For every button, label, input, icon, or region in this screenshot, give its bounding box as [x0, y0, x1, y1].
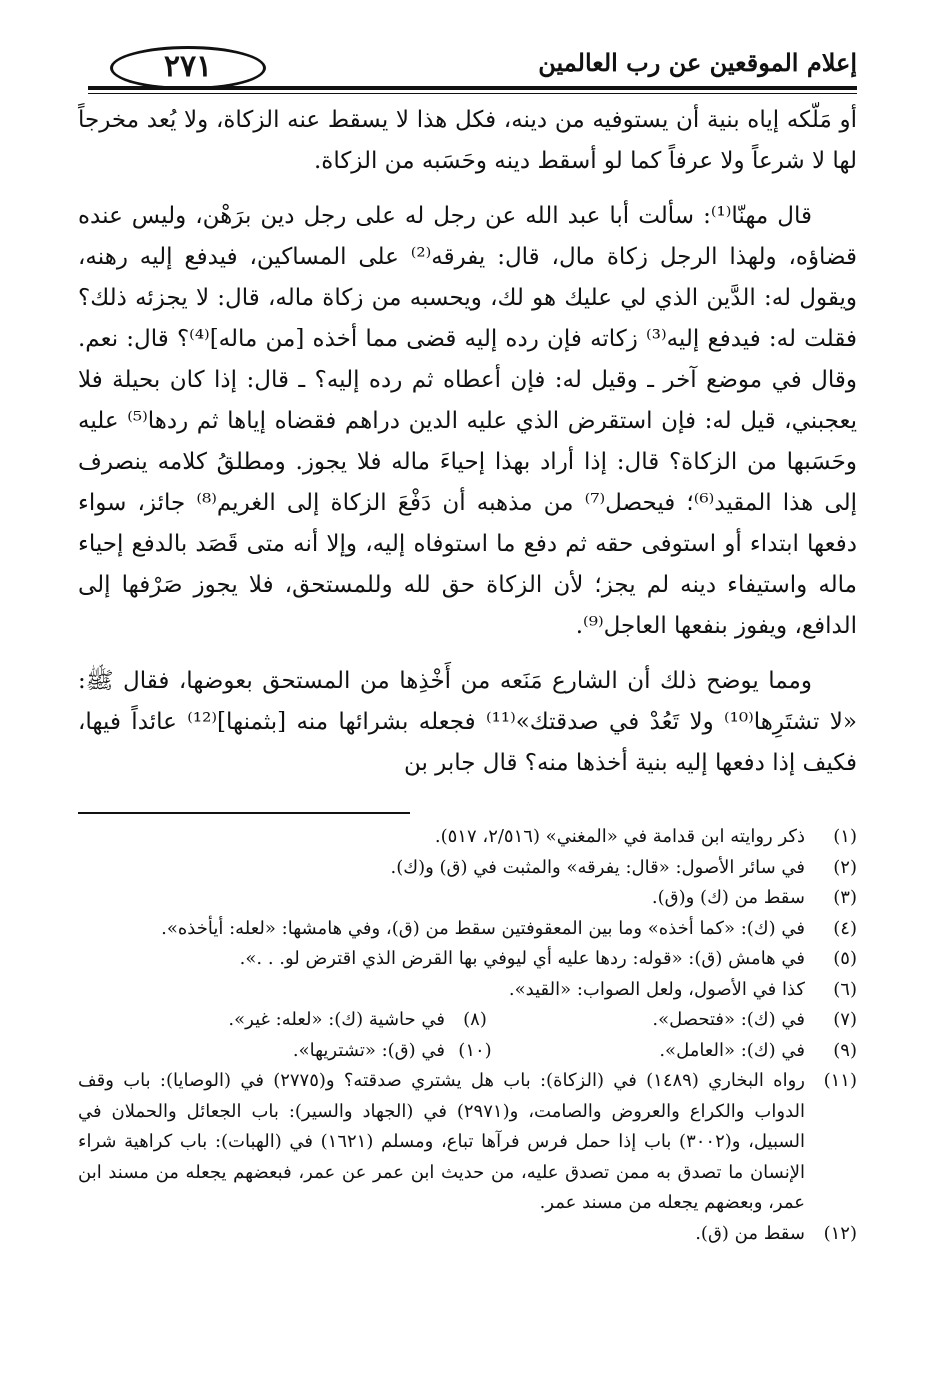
footnote-4: [78, 914, 857, 945]
footnote-number: (١٠): [458, 1039, 492, 1061]
footnote-2: [78, 853, 857, 884]
footnote-text: في حاشية (ك): «لعله: غير».: [228, 1009, 445, 1030]
paragraph-1: أو مَلّكه إياه بنية أن يستوفيه من دينه، فكل هذا لا يسقط عنه الزكاة، ولا يُعد مخرجاً لها لا شرعاً ولا عرفاً كما لو أسقط دينه وحَسَبه من الزكاة.: [78, 107, 857, 174]
footnote-number: (١): [833, 826, 857, 847]
footnote-text: رواه البخاري (١٤٨٩) في (الزكاة): باب هل يشتري صدقته؟ و(٢٧٧٥) في (الوصايا): باب وقف الدواب والكراع والعروض والصامت، و(٢٩٧١) في (الجهاد والسير): باب الجعائل والحملان في السبيل، و(٣٠٠٢) باب إذا حمل فرس فرآها تباع، ومسلم (١٦٢١) في (الهبات): باب كراهية شراء الإنسان ما تصدق به ممن تصدق عليه، من حديث ابن عمر عن عمر، فبعضهم يجعله من مسند ابن عمر، وبعضهم يجعله من مسند عمر.: [78, 1070, 806, 1213]
footnote-text: كذا في الأصول، ولعل الصواب: «القيد».: [508, 978, 805, 1000]
footnote-number: (٤): [833, 917, 857, 939]
footnote-6: [78, 975, 857, 1006]
footnote-number: (١١): [823, 1070, 857, 1091]
footnote-number: (٦): [833, 978, 857, 1000]
footnote-number: (٨): [463, 1009, 487, 1030]
footnote-text: في سائر الأصول: «قال: يفرقه» والمثبت في (ق) و(ك).: [390, 856, 805, 878]
footnote-separator: [78, 812, 410, 814]
footnote-number: (١٢): [823, 1222, 857, 1244]
header-rule-thin: [88, 93, 857, 94]
footnote-12: [78, 1219, 857, 1250]
footnote-number: (٩): [833, 1039, 857, 1061]
footnote-text: في (ك): «العامل».: [659, 1039, 805, 1061]
footnote-7-8: [78, 1005, 857, 1036]
footnote-9-10: [78, 1036, 857, 1067]
page-header: [88, 46, 857, 94]
footnote-5: [78, 944, 857, 975]
footnote-text: في (ك): «فتحصل».: [652, 1009, 805, 1030]
footnote-text: سقط من (ك) و(ق).: [651, 887, 805, 908]
footnote-3: [78, 883, 857, 914]
header-rule: [88, 86, 857, 90]
footnote-1: [78, 822, 857, 853]
footnote-number: (٣): [833, 887, 857, 908]
paragraph-3: ومما يوضح ذلك أن الشارع مَنَعه من أَخْذِها من المستحق بعوضها، فقال ﷺ: «لا تشتَرِها⁽¹⁰⁾ ولا تَعُدْ في صدقتك»⁽¹¹⁾ فجعله بشرائها منه [بثمنها]⁽¹²⁾ عائداً فيها، فكيف إذا دفعها إليه بنية أخذها منه؟ قال جابر بن: [78, 668, 857, 776]
page-number: ٢٧١: [110, 46, 266, 90]
footnote-text: في (ق): «تشتريها».: [292, 1039, 445, 1061]
footnote-number: (٥): [833, 948, 857, 969]
running-title: إعلام الموقعين عن رب العالمين: [538, 48, 857, 77]
paragraph-2: قال مهنّا⁽¹⁾: سألت أبا عبد الله عن رجل له على رجل دين برَهْن، وليس عنده قضاؤه، ولهذا الرجل زكاة مال، قال: يفرقه⁽²⁾ على المساكين، فيدفع إليه رهنه، ويقول له: الدَّين الذي لي عليك هو لك، ويحسبه من زكاة ماله، قال: لا يجزئه ذلك؟ فقلت له: فيدفع إليه⁽³⁾ زكاته فإن رده إليه قضى مما أخذه [من ماله]⁽⁴⁾؟ قال: نعم. وقال في موضع آخر ـ وقيل له: فإن أعطاه ثم رده إليه؟ ـ قال: إذا كان بحيلة فلا يعجبني، قيل له: فإن استقرض الذي عليه الدين دراهم فقضاه إياها ثم ردها⁽⁵⁾ عليه وحَسَبها من الزكاة؟ قال: إذا أراد بهذا إحياءَ ماله فلا يجوز. ومطلقُ كلامه ينصرف إلى هذا المقيد⁽⁶⁾؛ فيحصل⁽⁷⁾ من مذهبه أن دَفْعَ الزكاة إلى الغريم⁽⁸⁾ جائز، سواء دفعها ابتداء أو استوفى حقه ثم دفع ما استوفاه إليه، وإلا أنه متى قَصَد بالدفع إحياء ماله واستيفاء دينه لم يجز؛ لأن الزكاة حق لله وللمستحق، فلا يجوز صَرْفها إلى الدافع، ويفوز بنفعها العاجل⁽⁹⁾.: [78, 203, 857, 639]
footnote-number: (٢): [833, 856, 857, 878]
footnote-text: ذكر روايته ابن قدامة في «المغني» (٢/٥١٦، ٥١٧).: [434, 826, 805, 847]
footnote-text: سقط من (ق).: [695, 1222, 805, 1244]
footnote-text: في (ك): «كما أخذه» وما بين المعقوفتين سقط من (ق)، وفي هامشها: «لعله: أيأخذه».: [161, 917, 805, 939]
footnotes: [78, 822, 857, 1249]
footnote-number: (٧): [833, 1009, 857, 1030]
footnote-text: في هامش (ق): «قوله: ردها عليه أي ليوفي بها القرض الذي اقترض لو. . .».: [239, 948, 805, 969]
main-text: [78, 100, 857, 784]
footnote-11: [78, 1066, 857, 1219]
